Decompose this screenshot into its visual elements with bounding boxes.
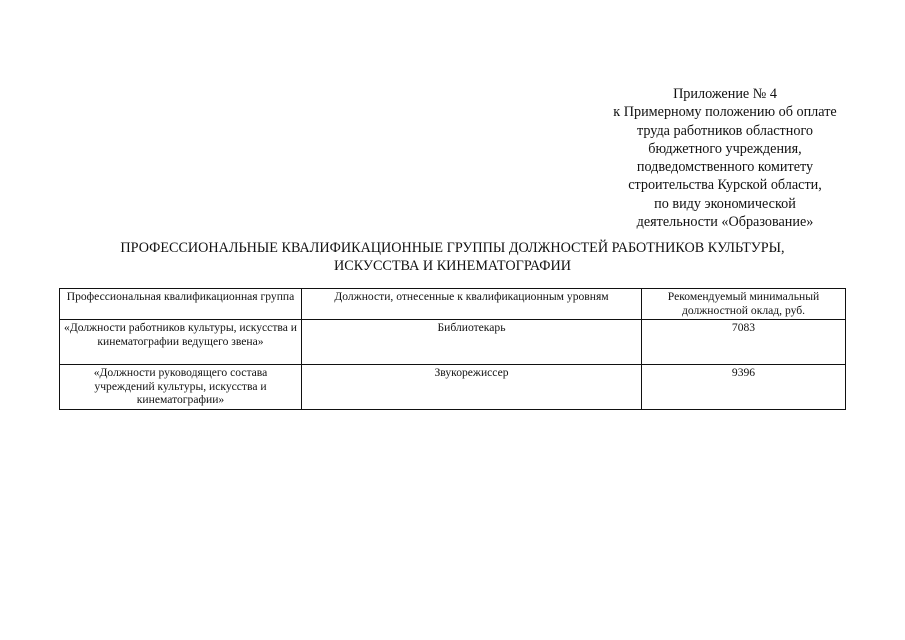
table-row	[60, 320, 846, 365]
cell-salary: 7083	[642, 320, 846, 365]
annex-line: по виду экономической	[654, 195, 796, 212]
title-line-2: ИСКУССТВА И КИНЕМАТОГРАФИИ	[334, 258, 571, 274]
cell-group: «Должности руководящего состава учреждений культуры, искусства и кинематографии»	[60, 365, 302, 410]
annex-line: Приложение № 4	[673, 86, 777, 102]
cell-position: Библиотекарь	[302, 320, 642, 365]
document-title	[60, 239, 845, 275]
annex-header	[570, 85, 880, 231]
annex-line: деятельности «Образование»	[636, 214, 814, 231]
qualification-groups-table	[59, 288, 846, 410]
table-row	[60, 365, 846, 410]
header-group: Профессиональная квалификационная группа	[60, 289, 302, 320]
annex-line: строительства Курской области,	[628, 177, 822, 194]
cell-salary: 9396	[642, 365, 846, 410]
header-salary: Рекомендуемый минимальный должностной оклад, руб.	[642, 289, 846, 320]
annex-line: бюджетного учреждения,	[648, 140, 802, 157]
annex-line: к Примерному положению об оплате	[613, 104, 837, 121]
annex-line: подведомственного комитету	[636, 159, 814, 176]
title-line-1: ПРОФЕССИОНАЛЬНЫЕ КВАЛИФИКАЦИОННЫЕ ГРУППЫ ДОЛЖНОСТЕЙ РАБОТНИКОВ КУЛЬТУРЫ,	[120, 240, 785, 256]
cell-position: Звукорежиссер	[302, 365, 642, 410]
header-position: Должности, отнесенные к квалификационным уровням	[302, 289, 642, 320]
table-header-row	[60, 289, 846, 320]
annex-line: труда работников областного	[636, 122, 814, 139]
cell-group: «Должности работников культуры, искусства и кинематографии ведущего звена»	[60, 320, 302, 365]
